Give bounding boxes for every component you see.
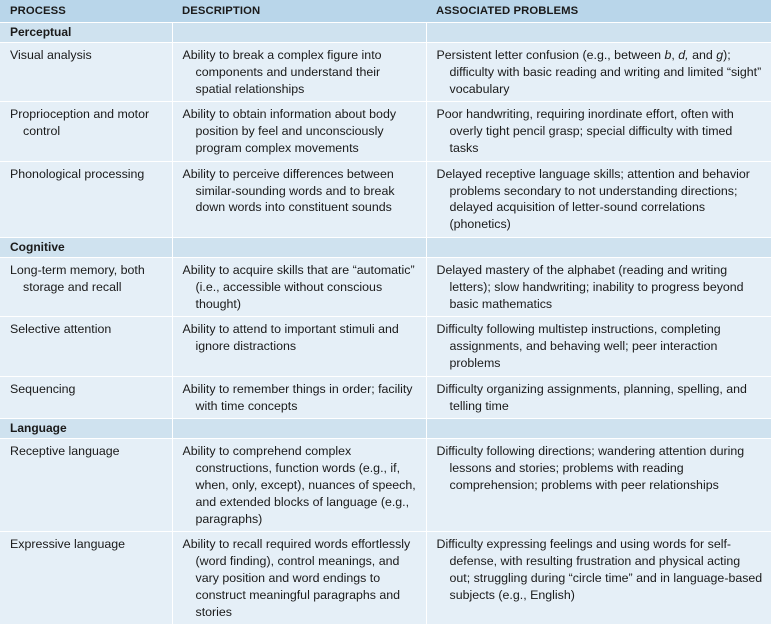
description-text: Ability to attend to important stimuli and ignore distractions <box>183 321 418 355</box>
problems-text: Difficulty following multistep instructions, completing assignments, and behaving well; peer interaction problems <box>437 321 764 371</box>
problems-text: Difficulty expressing feelings and using words for self-defense, with resulting frustration and physical acting out; struggling during “circle time” and in language-based subjects (e.g., English) <box>437 536 764 603</box>
section-empty-cell <box>426 419 771 439</box>
process-name: Receptive language <box>10 443 164 460</box>
table-header <box>0 0 771 23</box>
problems-text-part: ); difficulty with basic reading and writing and limited “sight” vocabulary <box>450 48 762 96</box>
description-text: Ability to comprehend complex constructions, function words (e.g., if, when, only, except), nuances of speech, and extended blocks of language (e.g., paragraphs) <box>183 443 418 527</box>
section-label-cognitive: Cognitive <box>0 237 172 257</box>
section-row-language <box>0 419 771 439</box>
process-cell <box>0 376 172 419</box>
problems-cell <box>426 257 771 316</box>
table-row <box>0 257 771 316</box>
process-name: Visual analysis <box>10 47 164 64</box>
description-cell <box>172 257 426 316</box>
section-empty-cell <box>172 23 426 43</box>
problems-text <box>437 47 764 97</box>
description-text: Ability to break a complex figure into components and understand their spatial relationships <box>183 47 418 97</box>
problems-text: Difficulty following directions; wandering attention during lessons and stories; problems with reading comprehension; problems with peer relationships <box>437 443 764 493</box>
section-label-language: Language <box>0 419 172 439</box>
header-row <box>0 0 771 23</box>
section-row-cognitive <box>0 237 771 257</box>
header-problems: ASSOCIATED PROBLEMS <box>426 0 771 23</box>
table-row <box>0 376 771 419</box>
table-row <box>0 439 771 532</box>
process-cell <box>0 257 172 316</box>
description-cell <box>172 376 426 419</box>
section-row-perceptual <box>0 23 771 43</box>
problems-text: Delayed receptive language skills; attention and behavior problems secondary to not understanding directions; delayed acquisition of letter-sound correlations (phonetics) <box>437 166 764 233</box>
section-empty-cell <box>172 237 426 257</box>
process-name: Long-term memory, both storage and recall <box>10 262 164 296</box>
table-row <box>0 161 771 237</box>
problems-text-part: Persistent letter confusion (e.g., between <box>437 48 665 62</box>
table-row <box>0 102 771 161</box>
description-cell <box>172 43 426 102</box>
letter-g: g <box>716 48 723 62</box>
description-cell <box>172 161 426 237</box>
description-cell <box>172 102 426 161</box>
problems-cell <box>426 43 771 102</box>
problems-text-part: , <box>671 48 678 62</box>
process-cell <box>0 43 172 102</box>
header-description: DESCRIPTION <box>172 0 426 23</box>
process-cell <box>0 102 172 161</box>
problems-cell <box>426 439 771 532</box>
description-cell <box>172 317 426 376</box>
process-cell <box>0 317 172 376</box>
table-row <box>0 317 771 376</box>
section-label-perceptual: Perceptual <box>0 23 172 43</box>
problems-text: Difficulty organizing assignments, planning, spelling, and telling time <box>437 381 764 415</box>
process-name: Selective attention <box>10 321 164 338</box>
problems-cell <box>426 161 771 237</box>
description-text: Ability to recall required words effortlessly (word finding), control meanings, and vary position and word endings to construct meaningful paragraphs and stories <box>183 536 418 620</box>
process-cell <box>0 532 172 624</box>
table-row <box>0 532 771 624</box>
description-text: Ability to acquire skills that are “automatic” (i.e., accessible without conscious thought) <box>183 262 418 312</box>
description-text: Ability to remember things in order; facility with time concepts <box>183 381 418 415</box>
section-empty-cell <box>172 419 426 439</box>
table-row <box>0 43 771 102</box>
problems-cell <box>426 102 771 161</box>
description-cell <box>172 439 426 532</box>
process-name: Phonological processing <box>10 166 164 183</box>
process-cell <box>0 439 172 532</box>
section-empty-cell <box>426 23 771 43</box>
problems-text: Poor handwriting, requiring inordinate effort, often with overly tight pencil grasp; special difficulty with timed tasks <box>437 106 764 156</box>
header-process: PROCESS <box>0 0 172 23</box>
letter-d: d, <box>678 48 688 62</box>
process-cell <box>0 161 172 237</box>
problems-cell <box>426 532 771 624</box>
problems-cell <box>426 317 771 376</box>
process-name: Expressive language <box>10 536 164 553</box>
problems-cell <box>426 376 771 419</box>
process-name: Sequencing <box>10 381 164 398</box>
description-cell <box>172 532 426 624</box>
letter-b: b <box>664 48 671 62</box>
problems-text-part: and <box>689 48 717 62</box>
problems-text: Delayed mastery of the alphabet (reading and writing letters); slow handwriting; inability to progress beyond basic mathematics <box>437 262 764 312</box>
section-empty-cell <box>426 237 771 257</box>
description-text: Ability to obtain information about body position by feel and unconsciously program complex movements <box>183 106 418 156</box>
description-text: Ability to perceive differences between similar-sounding words and to break down words into constituent sounds <box>183 166 418 216</box>
table-body <box>0 23 771 624</box>
process-name: Proprioception and motor control <box>10 106 164 140</box>
